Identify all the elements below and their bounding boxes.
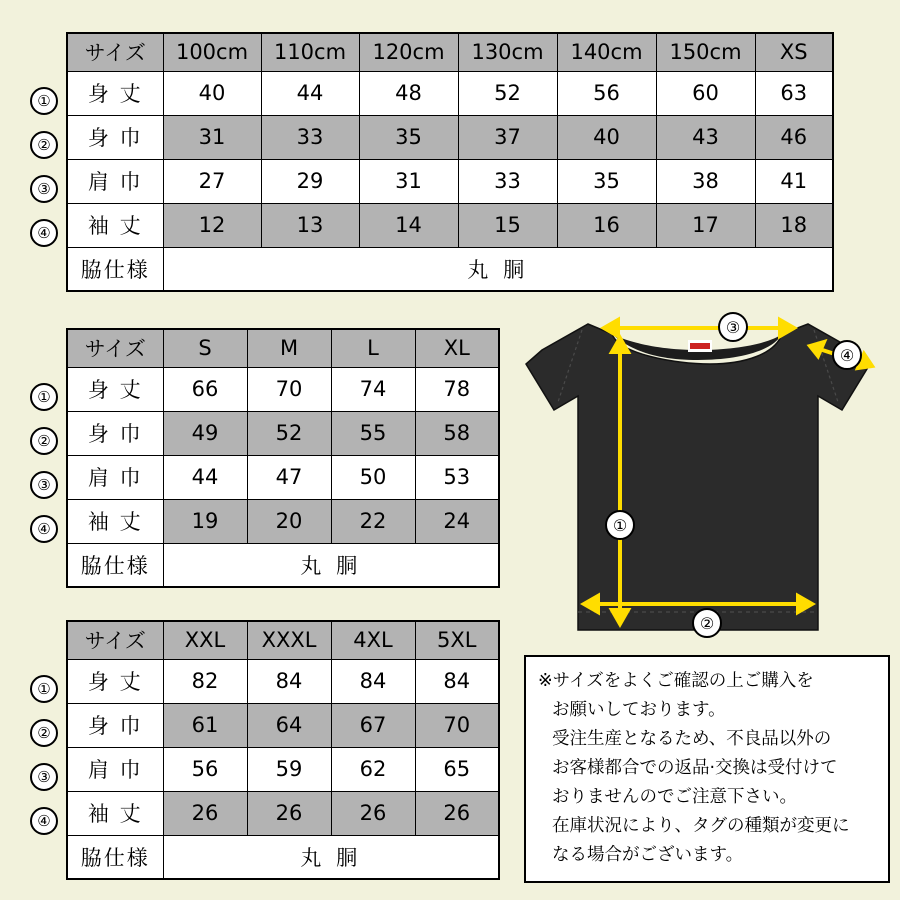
table-footer-row — [67, 835, 499, 879]
size-table-adult-wrapper — [37, 328, 500, 588]
purchase-notice-box — [524, 655, 890, 883]
header-cell: L — [331, 329, 415, 367]
table-cell: 59 — [247, 747, 331, 791]
header-cell: XS — [755, 33, 833, 71]
header-cell: 5XL — [415, 621, 499, 659]
row-label: 身 巾 — [67, 411, 163, 455]
row-markers-table2 — [30, 328, 66, 588]
header-cell: 130cm — [458, 33, 557, 71]
header-cell: S — [163, 329, 247, 367]
size-table-big — [66, 620, 500, 880]
header-cell: XXL — [163, 621, 247, 659]
header-cell: XXXL — [247, 621, 331, 659]
table-header-row — [67, 329, 499, 367]
size-table-kids-wrapper — [37, 32, 834, 292]
row-label: 身 丈 — [67, 659, 163, 703]
table-cell: 56 — [163, 747, 247, 791]
table-cell: 52 — [247, 411, 331, 455]
table-cell: 66 — [163, 367, 247, 411]
table-cell: 78 — [415, 367, 499, 411]
table-cell: 43 — [656, 115, 755, 159]
table-cell: 17 — [656, 203, 755, 247]
table-cell: 35 — [557, 159, 656, 203]
table-cell: 26 — [247, 791, 331, 835]
notice-line: お願いしております。 — [552, 700, 726, 720]
header-cell: XL — [415, 329, 499, 367]
table-cell: 47 — [247, 455, 331, 499]
table-row — [67, 747, 499, 791]
table-row — [67, 791, 499, 835]
table-cell: 15 — [458, 203, 557, 247]
table-cell: 31 — [359, 159, 458, 203]
notice-line: なる場合がございます。 — [552, 845, 744, 865]
footer-label: 脇仕様 — [67, 543, 163, 587]
table-cell: 40 — [557, 115, 656, 159]
header-cell: サイズ — [67, 329, 163, 367]
table-footer-row — [67, 247, 833, 291]
shoulder-measure-arrow — [604, 320, 794, 336]
table-cell: 33 — [261, 115, 359, 159]
row-marker-2: ② — [30, 131, 58, 159]
row-marker-3: ③ — [30, 763, 58, 791]
table-cell: 70 — [415, 703, 499, 747]
footer-label: 脇仕様 — [67, 247, 163, 291]
shirt-body-shape — [526, 324, 870, 630]
table-cell: 26 — [415, 791, 499, 835]
table-cell: 44 — [163, 455, 247, 499]
table-cell: 56 — [557, 71, 656, 115]
table-row — [67, 159, 833, 203]
notice-line: お客様都合での返品·交換は受付けて — [552, 758, 838, 778]
table-cell: 64 — [247, 703, 331, 747]
header-cell: サイズ — [67, 33, 163, 71]
diagram-marker-width: ② — [692, 608, 722, 638]
table-row — [67, 499, 499, 543]
row-label: 肩 巾 — [67, 455, 163, 499]
row-marker-3: ③ — [30, 175, 58, 203]
table-cell: 82 — [163, 659, 247, 703]
row-marker-4: ④ — [30, 219, 58, 247]
table-cell: 26 — [163, 791, 247, 835]
table-header-row — [67, 621, 499, 659]
table-cell: 53 — [415, 455, 499, 499]
size-table-adult — [66, 328, 500, 588]
table-cell: 22 — [331, 499, 415, 543]
table-cell: 48 — [359, 71, 458, 115]
table-cell: 70 — [247, 367, 331, 411]
header-cell: 100cm — [163, 33, 261, 71]
footer-value: 丸 胴 — [163, 835, 499, 879]
table-cell: 16 — [557, 203, 656, 247]
row-marker-3: ③ — [30, 471, 58, 499]
table-cell: 18 — [755, 203, 833, 247]
row-label: 袖 丈 — [67, 791, 163, 835]
size-table-kids — [66, 32, 834, 292]
notice-line: ※サイズをよくご確認の上ご購入を — [538, 671, 814, 691]
table-cell: 20 — [247, 499, 331, 543]
table-cell: 46 — [755, 115, 833, 159]
table-cell: 12 — [163, 203, 261, 247]
footer-label: 脇仕様 — [67, 835, 163, 879]
row-markers-table1 — [30, 32, 66, 292]
row-marker-1: ① — [30, 87, 58, 115]
table-cell: 61 — [163, 703, 247, 747]
table-cell: 44 — [261, 71, 359, 115]
table-cell: 31 — [163, 115, 261, 159]
table-cell: 29 — [261, 159, 359, 203]
notice-line: 在庫状況により、タグの種類が変更に — [552, 816, 850, 836]
table-cell: 37 — [458, 115, 557, 159]
table-cell: 40 — [163, 71, 261, 115]
notice-line: おりませんのでご注意下さい。 — [552, 787, 797, 807]
table-cell: 24 — [415, 499, 499, 543]
table-cell: 13 — [261, 203, 359, 247]
row-marker-4: ④ — [30, 807, 58, 835]
table-cell: 67 — [331, 703, 415, 747]
table-cell: 84 — [331, 659, 415, 703]
header-cell: M — [247, 329, 331, 367]
table-cell: 84 — [247, 659, 331, 703]
table-cell: 38 — [656, 159, 755, 203]
brand-tag-logo — [690, 343, 710, 349]
row-label: 袖 丈 — [67, 499, 163, 543]
table-cell: 58 — [415, 411, 499, 455]
notice-line: 受注生産となるため、不良品以外の — [552, 729, 832, 749]
table-row — [67, 71, 833, 115]
header-cell: 120cm — [359, 33, 458, 71]
table-cell: 14 — [359, 203, 458, 247]
table-cell: 50 — [331, 455, 415, 499]
table-row — [67, 703, 499, 747]
table-cell: 41 — [755, 159, 833, 203]
table-header-row — [67, 33, 833, 71]
row-markers-table3 — [30, 620, 66, 880]
diagram-marker-length: ① — [605, 510, 635, 540]
table-cell: 33 — [458, 159, 557, 203]
diagram-marker-sleeve: ④ — [832, 340, 862, 370]
row-marker-1: ① — [30, 675, 58, 703]
diagram-marker-shoulder: ③ — [718, 312, 748, 342]
row-label: 肩 巾 — [67, 159, 163, 203]
table-row — [67, 659, 499, 703]
table-row — [67, 411, 499, 455]
row-label: 身 巾 — [67, 115, 163, 159]
table-row — [67, 203, 833, 247]
size-table-big-wrapper — [37, 620, 500, 880]
table-cell: 35 — [359, 115, 458, 159]
footer-value: 丸 胴 — [163, 247, 833, 291]
table-cell: 49 — [163, 411, 247, 455]
table-cell: 19 — [163, 499, 247, 543]
row-label: 身 丈 — [67, 367, 163, 411]
header-cell: 110cm — [261, 33, 359, 71]
table-cell: 55 — [331, 411, 415, 455]
table-row — [67, 115, 833, 159]
table-row — [67, 455, 499, 499]
row-label: 身 巾 — [67, 703, 163, 747]
header-cell: 140cm — [557, 33, 656, 71]
tshirt-diagram — [520, 312, 890, 652]
header-cell: 4XL — [331, 621, 415, 659]
table-cell: 60 — [656, 71, 755, 115]
header-cell: サイズ — [67, 621, 163, 659]
table-cell: 62 — [331, 747, 415, 791]
table-cell: 74 — [331, 367, 415, 411]
table-row — [67, 367, 499, 411]
table-cell: 26 — [331, 791, 415, 835]
table-cell: 52 — [458, 71, 557, 115]
row-marker-2: ② — [30, 719, 58, 747]
row-marker-1: ① — [30, 383, 58, 411]
header-cell: 150cm — [656, 33, 755, 71]
row-label: 袖 丈 — [67, 203, 163, 247]
footer-value: 丸 胴 — [163, 543, 499, 587]
row-label: 肩 巾 — [67, 747, 163, 791]
table-cell: 84 — [415, 659, 499, 703]
row-marker-4: ④ — [30, 515, 58, 543]
table-footer-row — [67, 543, 499, 587]
row-label: 身 丈 — [67, 71, 163, 115]
table-cell: 65 — [415, 747, 499, 791]
row-marker-2: ② — [30, 427, 58, 455]
table-cell: 63 — [755, 71, 833, 115]
table-cell: 27 — [163, 159, 261, 203]
